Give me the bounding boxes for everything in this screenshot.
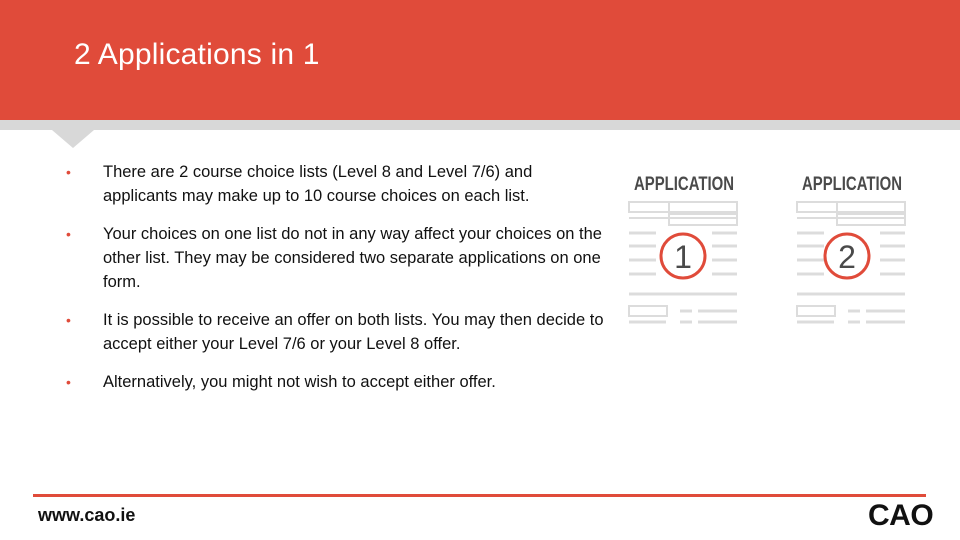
- header-underline-band: [0, 120, 960, 130]
- footer-divider: [33, 494, 926, 497]
- bullet-list: [66, 160, 606, 408]
- bullet-item: [66, 222, 606, 294]
- bullet-text: Your choices on one list do not in any way affect your choices on the other list. They may be considered two separate applications on one form.: [103, 225, 602, 291]
- application-number: 1: [674, 239, 692, 275]
- slide-title: 2 Applications in 1: [74, 38, 320, 71]
- footer-website: www.cao.ie: [38, 505, 136, 525]
- bullet-item: [66, 370, 606, 394]
- bullet-item: [66, 160, 606, 208]
- bullet-text: Alternatively, you might not wish to accept either offer.: [103, 373, 496, 391]
- application-form-icon: [628, 168, 740, 328]
- bullet-icon: •: [66, 226, 71, 242]
- title-bar: [0, 0, 960, 120]
- bullet-icon: •: [66, 312, 71, 328]
- bullet-item: [66, 308, 606, 356]
- bullet-icon: •: [66, 164, 71, 180]
- application-form-1: [628, 168, 740, 328]
- application-number: 2: [838, 239, 856, 275]
- application-heading: APPLICATION: [802, 174, 902, 195]
- application-form-icon: [796, 168, 908, 328]
- bullet-text: It is possible to receive an offer on both lists. You may then decide to accept either your Level 7/6 or your Level 8 offer.: [103, 311, 604, 353]
- application-heading: APPLICATION: [634, 174, 734, 195]
- bullet-text: There are 2 course choice lists (Level 8 and Level 7/6) and applicants may make up to 10 course choices on each list.: [103, 163, 533, 205]
- cao-logo: CAO: [868, 499, 934, 532]
- title-pointer-triangle: [52, 130, 94, 148]
- application-form-2: [796, 168, 908, 328]
- bullet-icon: •: [66, 374, 71, 390]
